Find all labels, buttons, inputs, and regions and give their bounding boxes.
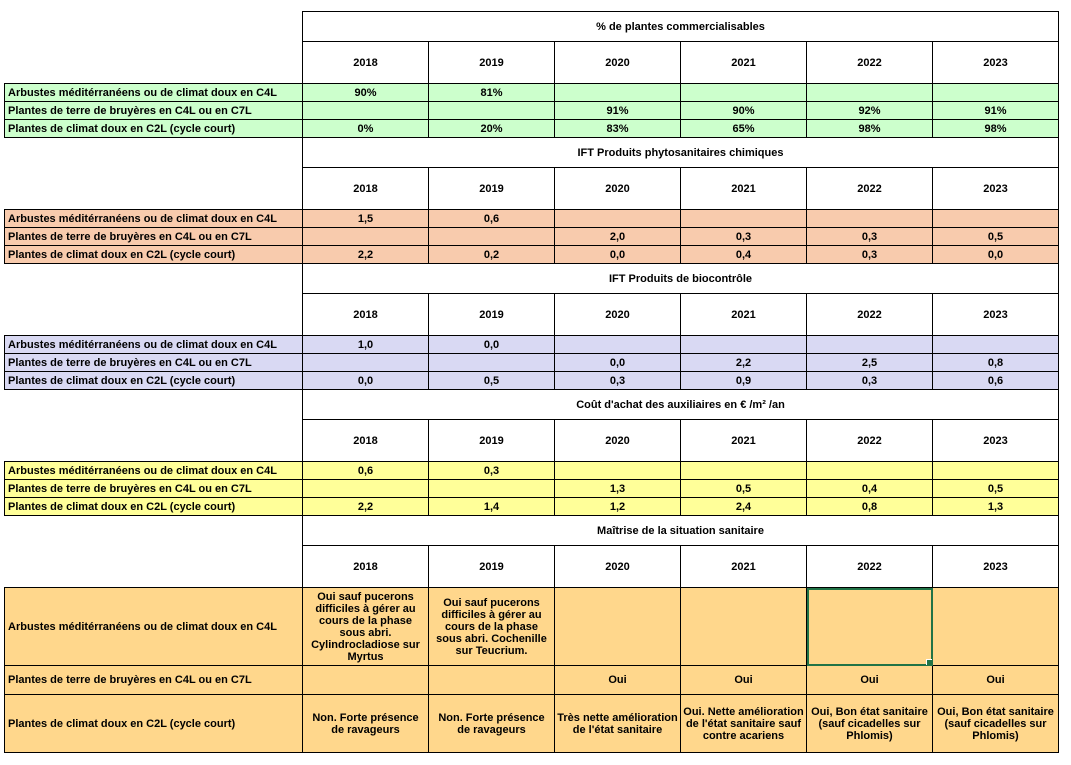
value-cell[interactable]: 83% bbox=[555, 120, 681, 138]
row-label-cell[interactable]: Arbustes méditérranéens ou de climat doux en C4L bbox=[5, 84, 303, 102]
data-row bbox=[5, 336, 1059, 354]
value-cell[interactable] bbox=[807, 210, 933, 228]
year-header-cell[interactable]: 2019 bbox=[429, 420, 555, 462]
value-cell[interactable]: Très nette amélioration de l'état sanitaire bbox=[555, 695, 681, 753]
value-cell[interactable]: 1,2 bbox=[555, 498, 681, 516]
year-header-cell[interactable]: 2023 bbox=[933, 42, 1059, 84]
year-header-cell[interactable]: 2023 bbox=[933, 294, 1059, 336]
section-title-row bbox=[5, 138, 1059, 168]
value-cell[interactable]: 2,0 bbox=[555, 228, 681, 246]
value-cell[interactable]: 0,0 bbox=[555, 246, 681, 264]
year-header-cell[interactable]: 2018 bbox=[303, 546, 429, 588]
year-header-cell[interactable]: 2018 bbox=[303, 168, 429, 210]
year-header-cell[interactable]: 2020 bbox=[555, 168, 681, 210]
empty-cell[interactable] bbox=[5, 294, 303, 336]
value-cell[interactable]: 0,0 bbox=[429, 336, 555, 354]
year-header-row bbox=[5, 294, 1059, 336]
empty-cell[interactable] bbox=[5, 264, 303, 294]
value-cell[interactable]: 1,0 bbox=[303, 336, 429, 354]
year-header-cell[interactable]: 2020 bbox=[555, 294, 681, 336]
data-row bbox=[5, 228, 1059, 246]
data-row bbox=[5, 588, 1059, 666]
data-row bbox=[5, 372, 1059, 390]
data-row bbox=[5, 695, 1059, 753]
value-cell[interactable]: 65% bbox=[681, 120, 807, 138]
value-cell[interactable] bbox=[681, 210, 807, 228]
value-cell[interactable]: 92% bbox=[807, 102, 933, 120]
section-title-cell[interactable]: Maîtrise de la situation sanitaire bbox=[303, 516, 1059, 546]
row-label-cell[interactable]: Plantes de terre de bruyères en C4L ou en C7L bbox=[5, 354, 303, 372]
value-cell[interactable]: 1,4 bbox=[429, 498, 555, 516]
data-row bbox=[5, 120, 1059, 138]
year-header-cell[interactable]: 2022 bbox=[807, 42, 933, 84]
row-label-cell[interactable]: Arbustes méditérranéens ou de climat doux en C4L bbox=[5, 336, 303, 354]
value-cell[interactable] bbox=[303, 228, 429, 246]
value-cell[interactable] bbox=[429, 102, 555, 120]
year-header-cell[interactable]: 2021 bbox=[681, 42, 807, 84]
year-header-cell[interactable]: 2023 bbox=[933, 168, 1059, 210]
value-cell[interactable] bbox=[681, 336, 807, 354]
value-cell[interactable]: 0,6 bbox=[429, 210, 555, 228]
year-header-cell[interactable]: 2018 bbox=[303, 294, 429, 336]
year-header-cell[interactable]: 2020 bbox=[555, 420, 681, 462]
value-cell[interactable]: 0,5 bbox=[429, 372, 555, 390]
value-cell[interactable] bbox=[429, 666, 555, 695]
year-header-cell[interactable]: 2022 bbox=[807, 546, 933, 588]
year-header-cell[interactable]: 2020 bbox=[555, 42, 681, 84]
section-title-row bbox=[5, 390, 1059, 420]
value-cell[interactable] bbox=[555, 462, 681, 480]
value-cell[interactable] bbox=[681, 462, 807, 480]
value-cell[interactable]: Oui sauf pucerons difficiles à gérer au cours de la phase sous abri. Cylindrocladiose sur Myrtus bbox=[303, 588, 429, 666]
value-cell[interactable]: 0,0 bbox=[303, 372, 429, 390]
value-cell[interactable] bbox=[555, 588, 681, 666]
value-cell[interactable]: Oui. Nette amélioration de l'état sanitaire sauf contre acariens bbox=[681, 695, 807, 753]
year-header-cell[interactable]: 2018 bbox=[303, 42, 429, 84]
year-header-cell[interactable]: 2019 bbox=[429, 546, 555, 588]
value-cell[interactable] bbox=[555, 84, 681, 102]
value-cell[interactable] bbox=[555, 210, 681, 228]
year-header-row bbox=[5, 168, 1059, 210]
value-cell[interactable]: 0,5 bbox=[933, 480, 1059, 498]
value-cell[interactable]: 2,2 bbox=[303, 498, 429, 516]
value-cell[interactable] bbox=[429, 228, 555, 246]
data-row bbox=[5, 480, 1059, 498]
empty-cell[interactable] bbox=[5, 138, 303, 168]
row-label-cell[interactable]: Plantes de terre de bruyères en C4L ou en C7L bbox=[5, 102, 303, 120]
value-cell[interactable]: Oui bbox=[807, 666, 933, 695]
fill-handle[interactable] bbox=[926, 659, 933, 666]
value-cell[interactable]: 0,6 bbox=[933, 372, 1059, 390]
year-header-row bbox=[5, 546, 1059, 588]
value-cell[interactable] bbox=[303, 102, 429, 120]
data-row bbox=[5, 666, 1059, 695]
value-cell[interactable] bbox=[933, 210, 1059, 228]
year-header-cell[interactable]: 2022 bbox=[807, 294, 933, 336]
value-cell[interactable]: 90% bbox=[303, 84, 429, 102]
year-header-cell[interactable]: 2019 bbox=[429, 168, 555, 210]
data-row bbox=[5, 210, 1059, 228]
value-cell[interactable] bbox=[807, 84, 933, 102]
row-label-cell[interactable]: Plantes de climat doux en C2L (cycle court) bbox=[5, 372, 303, 390]
value-cell[interactable] bbox=[429, 354, 555, 372]
spreadsheet-table bbox=[4, 11, 1059, 753]
year-header-cell[interactable]: 2021 bbox=[681, 420, 807, 462]
section-title-row bbox=[5, 516, 1059, 546]
row-label-cell[interactable]: Plantes de climat doux en C2L (cycle court) bbox=[5, 695, 303, 753]
value-cell[interactable]: 20% bbox=[429, 120, 555, 138]
value-cell[interactable]: 2,4 bbox=[681, 498, 807, 516]
section-title-cell[interactable]: IFT Produits de biocontrôle bbox=[303, 264, 1059, 294]
value-cell[interactable]: Oui bbox=[555, 666, 681, 695]
value-cell[interactable] bbox=[681, 84, 807, 102]
row-label-cell[interactable]: Plantes de terre de bruyères en C4L ou en C7L bbox=[5, 666, 303, 695]
row-label-cell[interactable]: Arbustes méditérranéens ou de climat doux en C4L bbox=[5, 462, 303, 480]
data-row bbox=[5, 498, 1059, 516]
row-label-cell[interactable]: Arbustes méditérranéens ou de climat doux en C4L bbox=[5, 588, 303, 666]
value-cell[interactable]: 0,3 bbox=[429, 462, 555, 480]
section-title-cell[interactable]: % de plantes commercialisables bbox=[303, 12, 1059, 42]
value-cell[interactable]: 81% bbox=[429, 84, 555, 102]
value-cell[interactable]: 0,4 bbox=[681, 246, 807, 264]
year-header-cell[interactable]: 2022 bbox=[807, 168, 933, 210]
value-cell[interactable]: Oui bbox=[933, 666, 1059, 695]
year-header-cell[interactable]: 2020 bbox=[555, 546, 681, 588]
value-cell[interactable]: Oui sauf pucerons difficiles à gérer au cours de la phase sous abri. Cochenille sur Teucrium. bbox=[429, 588, 555, 666]
row-label-cell[interactable]: Plantes de climat doux en C2L (cycle court) bbox=[5, 120, 303, 138]
row-label-cell[interactable]: Plantes de climat doux en C2L (cycle court) bbox=[5, 246, 303, 264]
value-cell[interactable]: 0,5 bbox=[933, 228, 1059, 246]
value-cell[interactable]: 0,2 bbox=[429, 246, 555, 264]
value-cell[interactable]: 2,2 bbox=[681, 354, 807, 372]
value-cell[interactable] bbox=[933, 588, 1059, 666]
value-cell[interactable]: 0% bbox=[303, 120, 429, 138]
data-row bbox=[5, 102, 1059, 120]
value-cell[interactable]: Oui, Bon état sanitaire (sauf cicadelles sur Phlomis) bbox=[807, 695, 933, 753]
value-cell[interactable] bbox=[429, 480, 555, 498]
value-cell[interactable]: 0,3 bbox=[681, 228, 807, 246]
value-cell[interactable]: 1,3 bbox=[933, 498, 1059, 516]
value-cell[interactable]: 90% bbox=[681, 102, 807, 120]
value-cell[interactable]: 2,2 bbox=[303, 246, 429, 264]
section-title-cell[interactable]: IFT Produits phytosanitaires chimiques bbox=[303, 138, 1059, 168]
value-cell[interactable]: 0,0 bbox=[555, 354, 681, 372]
value-cell[interactable] bbox=[555, 336, 681, 354]
empty-cell[interactable] bbox=[5, 516, 303, 546]
value-cell[interactable]: 0,6 bbox=[303, 462, 429, 480]
year-header-cell[interactable]: 2021 bbox=[681, 168, 807, 210]
value-cell[interactable]: Oui bbox=[681, 666, 807, 695]
year-header-cell[interactable]: 2023 bbox=[933, 420, 1059, 462]
value-cell[interactable]: 91% bbox=[555, 102, 681, 120]
section-title-row bbox=[5, 264, 1059, 294]
data-row bbox=[5, 246, 1059, 264]
value-cell[interactable] bbox=[681, 588, 807, 666]
year-header-cell[interactable]: 2018 bbox=[303, 420, 429, 462]
value-cell[interactable]: 1,5 bbox=[303, 210, 429, 228]
value-cell[interactable]: 0,5 bbox=[681, 480, 807, 498]
value-cell[interactable]: 0,3 bbox=[555, 372, 681, 390]
value-cell[interactable] bbox=[303, 666, 429, 695]
value-cell[interactable] bbox=[807, 336, 933, 354]
value-cell[interactable]: Non. Forte présence de ravageurs bbox=[303, 695, 429, 753]
row-label-cell[interactable]: Plantes de terre de bruyères en C4L ou en C7L bbox=[5, 480, 303, 498]
value-cell[interactable] bbox=[933, 336, 1059, 354]
selected-cell[interactable] bbox=[807, 588, 933, 666]
data-row bbox=[5, 84, 1059, 102]
data-row bbox=[5, 462, 1059, 480]
year-header-cell[interactable]: 2019 bbox=[429, 294, 555, 336]
data-row bbox=[5, 354, 1059, 372]
section-title-cell[interactable]: Coût d'achat des auxiliaires en € /m² /an bbox=[303, 390, 1059, 420]
value-cell[interactable]: 0,3 bbox=[807, 372, 933, 390]
value-cell[interactable] bbox=[933, 462, 1059, 480]
section-title-row bbox=[5, 12, 1059, 42]
value-cell[interactable]: 0,8 bbox=[933, 354, 1059, 372]
row-label-cell[interactable]: Plantes de terre de bruyères en C4L ou en C7L bbox=[5, 228, 303, 246]
value-cell[interactable]: Oui, Bon état sanitaire (sauf cicadelles sur Phlomis) bbox=[933, 695, 1059, 753]
value-cell[interactable]: 0,0 bbox=[933, 246, 1059, 264]
empty-cell[interactable] bbox=[5, 12, 303, 42]
value-cell[interactable]: 2,5 bbox=[807, 354, 933, 372]
row-label-cell[interactable]: Plantes de climat doux en C2L (cycle court) bbox=[5, 498, 303, 516]
empty-cell[interactable] bbox=[5, 168, 303, 210]
value-cell[interactable]: Non. Forte présence de ravageurs bbox=[429, 695, 555, 753]
value-cell[interactable]: 0,9 bbox=[681, 372, 807, 390]
row-label-cell[interactable]: Arbustes méditérranéens ou de climat doux en C4L bbox=[5, 210, 303, 228]
empty-cell[interactable] bbox=[5, 546, 303, 588]
value-cell[interactable] bbox=[303, 480, 429, 498]
year-header-cell[interactable]: 2022 bbox=[807, 420, 933, 462]
value-cell[interactable] bbox=[933, 84, 1059, 102]
value-cell[interactable]: 0,3 bbox=[807, 246, 933, 264]
year-header-cell[interactable]: 2021 bbox=[681, 546, 807, 588]
year-header-cell[interactable]: 2023 bbox=[933, 546, 1059, 588]
empty-cell[interactable] bbox=[5, 420, 303, 462]
year-header-row bbox=[5, 420, 1059, 462]
value-cell[interactable] bbox=[303, 354, 429, 372]
year-header-cell[interactable]: 2021 bbox=[681, 294, 807, 336]
value-cell[interactable]: 98% bbox=[933, 120, 1059, 138]
empty-cell[interactable] bbox=[5, 42, 303, 84]
year-header-cell[interactable]: 2019 bbox=[429, 42, 555, 84]
value-cell[interactable]: 0,8 bbox=[807, 498, 933, 516]
value-cell[interactable]: 0,4 bbox=[807, 480, 933, 498]
year-header-row bbox=[5, 42, 1059, 84]
value-cell[interactable]: 91% bbox=[933, 102, 1059, 120]
value-cell[interactable]: 0,3 bbox=[807, 228, 933, 246]
value-cell[interactable]: 1,3 bbox=[555, 480, 681, 498]
value-cell[interactable] bbox=[807, 462, 933, 480]
empty-cell[interactable] bbox=[5, 390, 303, 420]
value-cell[interactable]: 98% bbox=[807, 120, 933, 138]
